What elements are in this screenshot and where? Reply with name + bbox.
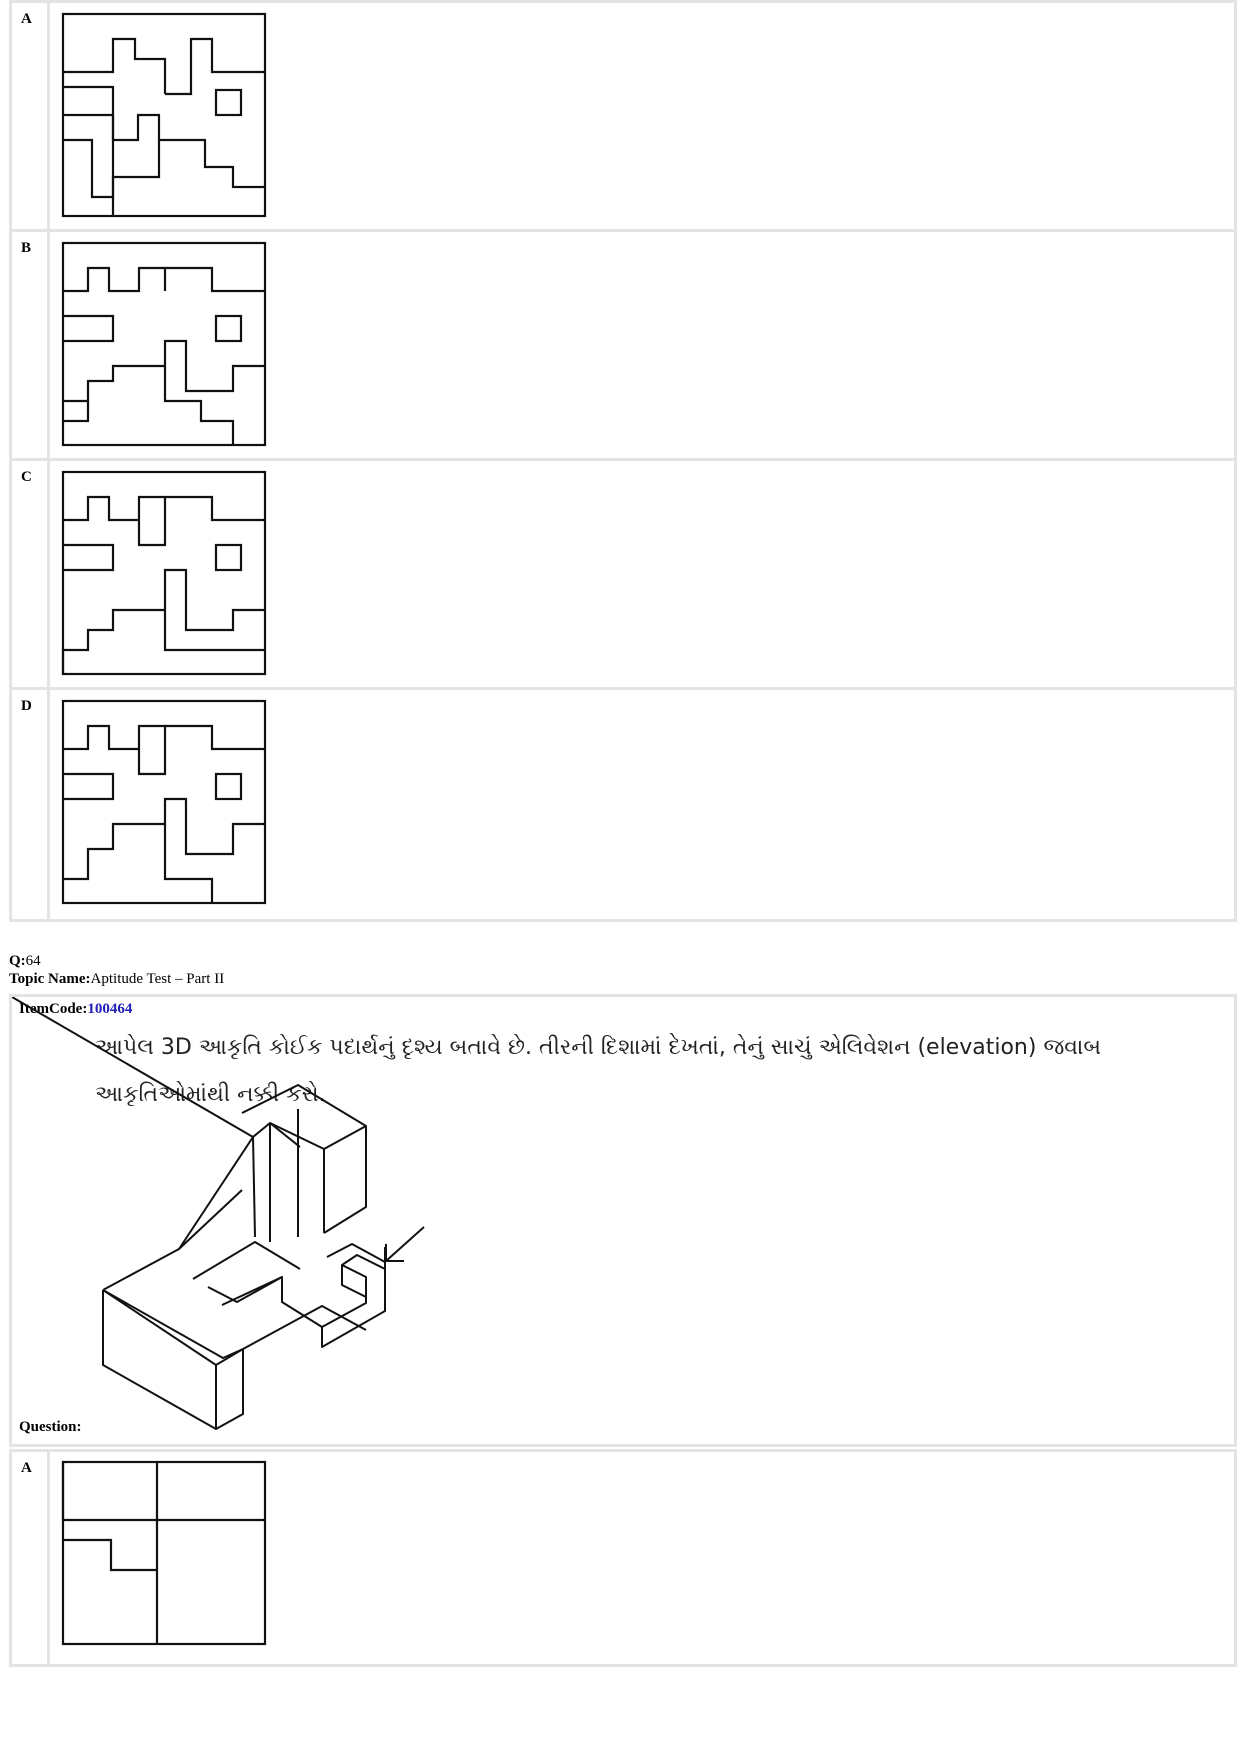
question-box	[9, 994, 1237, 1447]
option-d-figure	[61, 699, 271, 909]
option-label: D	[12, 690, 50, 919]
options-table-bottom	[9, 1449, 1237, 1667]
option-label: B	[12, 232, 50, 458]
option-a-figure	[61, 12, 271, 222]
options-table-top	[9, 0, 1237, 922]
option-row-d[interactable]	[12, 690, 1234, 919]
question-label: Question:	[19, 1419, 82, 1435]
option-label: A	[12, 3, 50, 229]
option-label: A	[12, 1452, 50, 1664]
isometric-3d-object-figure	[12, 997, 492, 1437]
option-row-a[interactable]	[12, 1452, 1234, 1664]
topic-name: Topic Name:Aptitude Test – Part II	[9, 971, 225, 987]
option-row-b[interactable]	[12, 232, 1234, 461]
option-c-figure	[61, 470, 271, 680]
question-text: આપેલ 3D આકૃતિ કોઈક પદાર્થનું દૃશ્ય બતાવે છે. તીરની દિશામાં દેખતાં, તેનું સાચું એલિવેશન (elevation) જવાબ આકૃતિઓમાંથી નક્કી કરો.	[95, 1035, 1102, 1107]
option-b-figure	[61, 241, 271, 451]
option-row-c[interactable]	[12, 461, 1234, 690]
question-number: Q:64	[9, 953, 41, 969]
item-code: ItemCode:100464	[19, 1001, 133, 1017]
option-label: C	[12, 461, 50, 687]
option-row-a[interactable]	[12, 3, 1234, 232]
elevation-option-a-figure	[61, 1460, 281, 1660]
